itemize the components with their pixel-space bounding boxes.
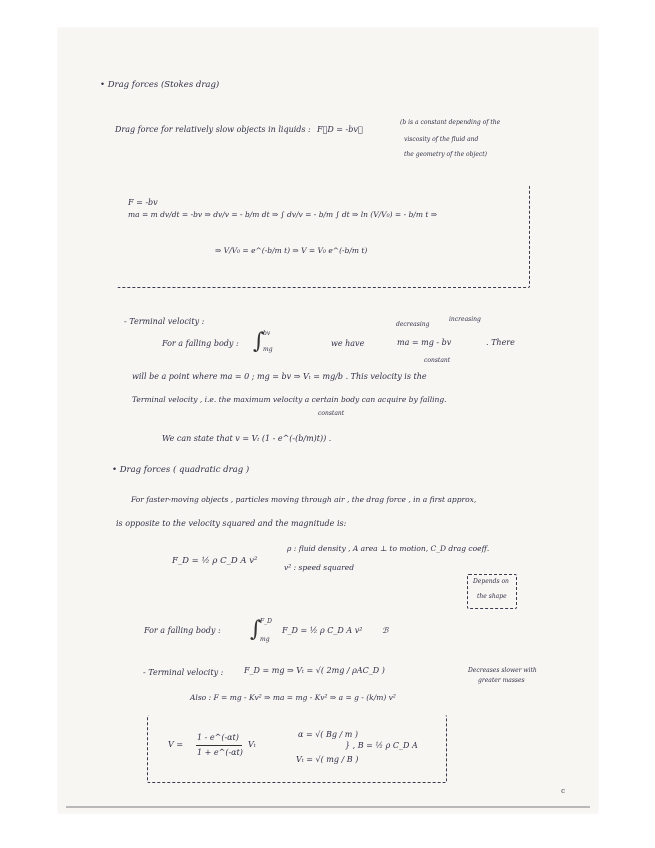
terminal-velocity-factor: Vₜ [248, 740, 256, 749]
stokes-note-2: viscosity of the fluid and [404, 136, 479, 143]
quadratic-formula: F_D = ½ ρ C_D A v² [172, 556, 258, 566]
fbd1-force-up: bv [263, 330, 271, 337]
stokes-note-1: (b is a constant depending of the [400, 119, 501, 126]
free-body-diagram-1: ∫ [253, 329, 265, 354]
decreases-note-2: greater masses [478, 677, 525, 684]
decreases-note-1: Decreases slower with [468, 667, 537, 674]
falling-body-label-2: For a falling body : [144, 626, 221, 635]
we-have-text: we have [331, 339, 365, 348]
derivation-box [117, 185, 530, 288]
fbd2-force-down: mg [260, 636, 270, 643]
b-definition: } , B = ½ ρ C_D A [345, 741, 418, 750]
stokes-note-3: the geometry of the object) [404, 151, 488, 158]
there-text: . There [486, 338, 515, 347]
falling-body-label-1: For a falling body : [162, 339, 239, 348]
stokes-formula: F⃗D = -bv⃗ [317, 125, 363, 134]
page-edge-shadow [66, 806, 590, 808]
fbd1-force-down: mg [263, 346, 273, 353]
newton-equation: ma = mg - bv [397, 338, 452, 347]
fbd2-force-up: F_D [260, 618, 272, 625]
terminal-line-3: Terminal velocity , i.e. the maximum velocity a certain body can acquire by falling. [132, 395, 447, 404]
fraction-bar [196, 745, 242, 746]
heading-stokes-drag: • Drag forces (Stokes drag) [100, 80, 220, 90]
fraction-numerator: 1 - e^(-αt) [197, 733, 239, 742]
terminal-line-2: will be a point where ma = 0 ; mg = bv ⇒ Vₜ = mg/b . This velocity is the [132, 372, 427, 381]
derivation-line-2: ma = m dv/dt = -bv ⇒ dv/v = - b/m dt ⇒ ∫ dv/v = - b/m ∫ dt ⇒ ln (V/V₀) = - b/m t ⇒ [128, 210, 438, 219]
drag-force-equation: F_D = ½ ρ C_D A v² [282, 626, 363, 635]
rho-definition: ρ : fluid density , A area ⊥ to motion, C_D drag coeff. [287, 544, 490, 553]
terminal-line-4: We can state that v = Vₜ (1 - e^(-(b/m)t)) . [162, 434, 332, 443]
quadratic-line-1: For faster-moving objects , particles moving through air , the drag force , in a first approx, [131, 495, 477, 504]
derivation-line-3: ⇒ V/V₀ = e^(-b/m t) ⇒ V = V₀ e^(-b/m t) [215, 246, 368, 255]
vt-definition: Vₜ = √( mg / B ) [296, 755, 359, 764]
increasing-label: increasing [449, 316, 481, 323]
constant-label-1: constant [424, 357, 451, 364]
terminal-velocity-heading-2: - Terminal velocity : [143, 668, 224, 677]
terminal-velocity-heading-1: - Terminal velocity : [124, 317, 205, 326]
velocity-v-label: V = [168, 740, 184, 749]
constant-label-2: constant [318, 410, 345, 417]
stokes-intro: Drag force for relatively slow objects in liquids : [115, 125, 311, 134]
the-shape-label: the shape [477, 593, 507, 600]
alpha-definition: α = √( Bg / m ) [298, 730, 358, 739]
derivation-line-1: F = -bv [128, 198, 158, 207]
v-squared-definition: v² : speed squared [284, 563, 355, 572]
scribble-mark: ℬ [382, 626, 389, 635]
heading-quadratic-drag: • Drag forces ( quadratic drag ) [112, 465, 250, 475]
page-number: c [561, 787, 565, 795]
fraction-denominator: 1 + e^(-αt) [197, 748, 243, 757]
also-equation: Also : F = mg - Kv² ⇒ ma = mg - Kv² ⇒ a = g - (k/m) v² [190, 693, 396, 702]
decreasing-label: decreasing [396, 321, 430, 328]
quadratic-line-2: is opposite to the velocity squared and the magnitude is: [116, 519, 347, 528]
free-body-diagram-2: ∫ [250, 617, 262, 642]
terminal-velocity-equation: F_D = mg ⇒ Vₜ = √( 2mg / ρAC_D ) [244, 666, 385, 675]
depends-on-label: Depends on [473, 578, 509, 585]
